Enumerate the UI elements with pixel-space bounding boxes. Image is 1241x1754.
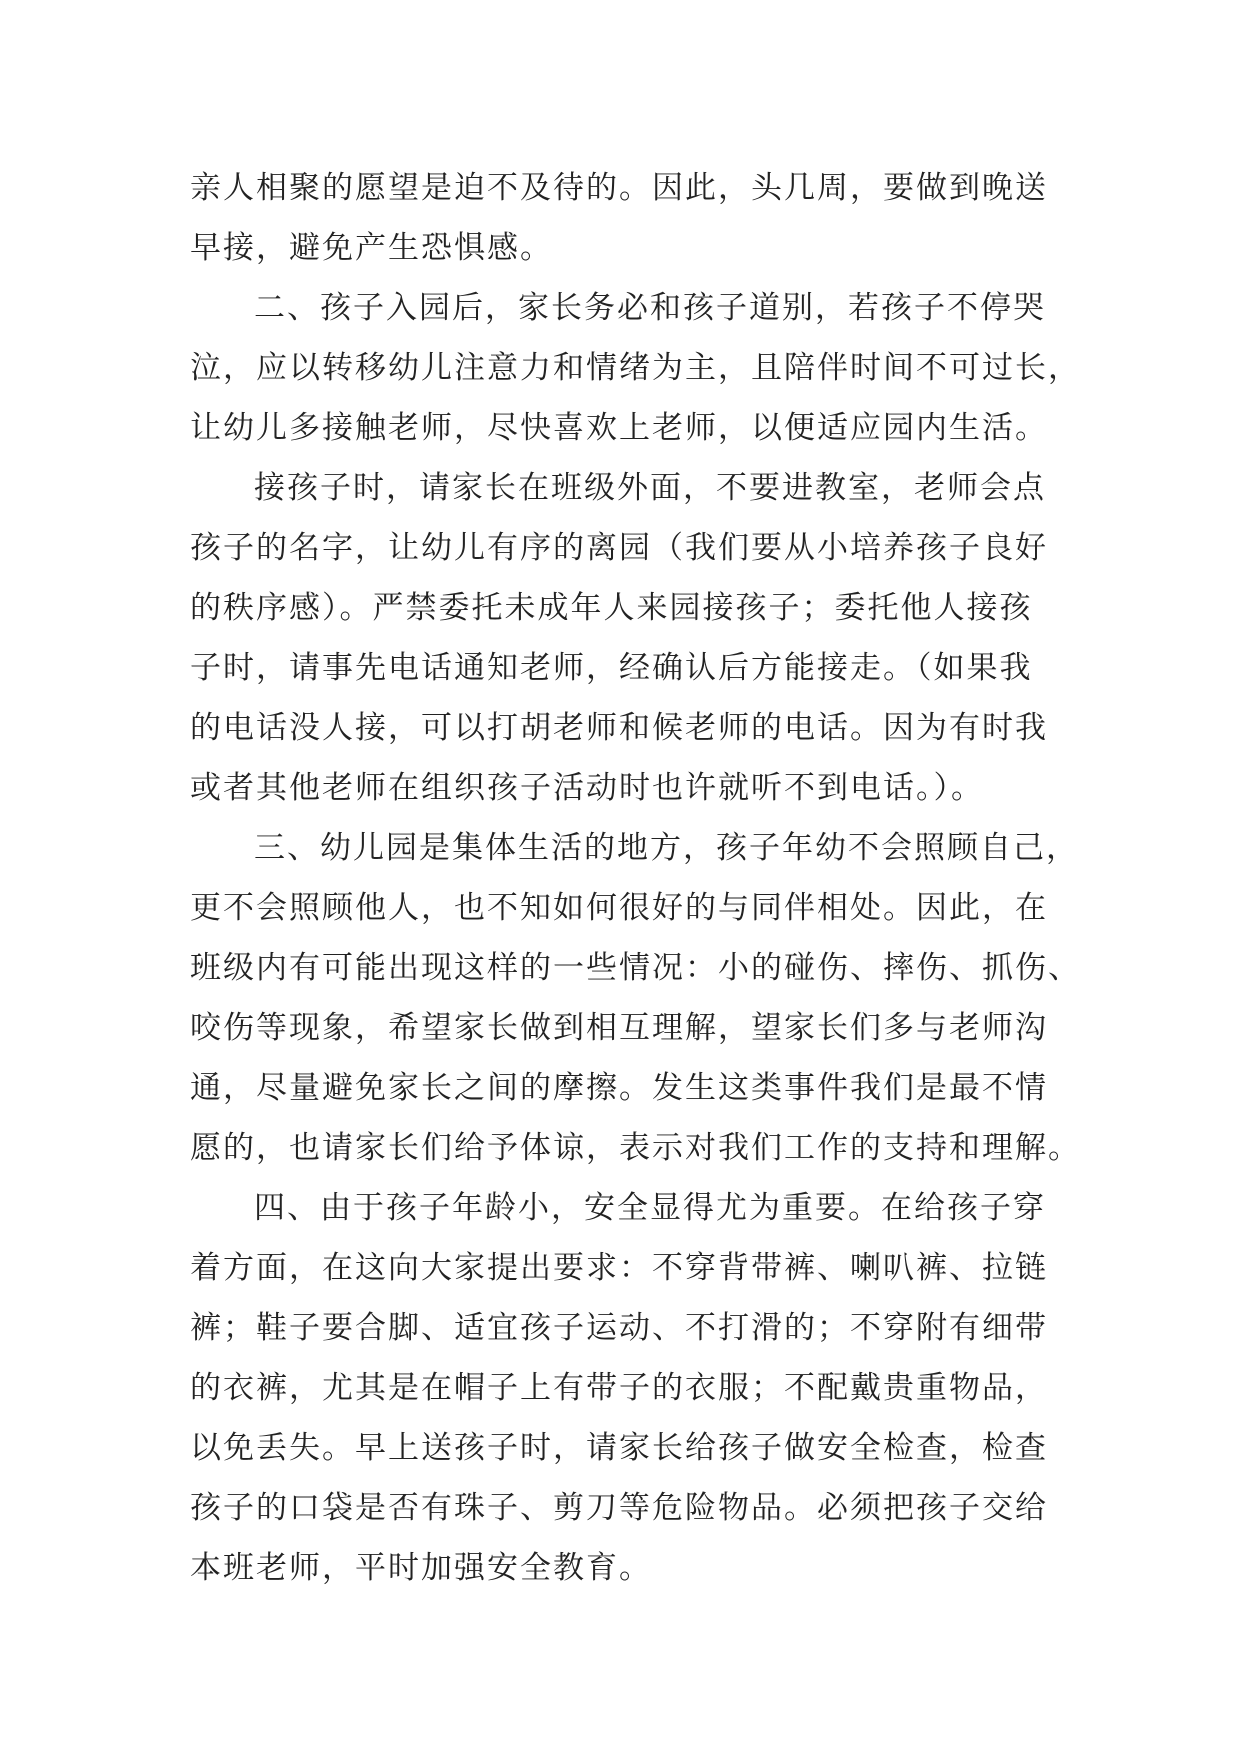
text-line: 的电话没人接，可以打胡老师和候老师的电话。因为有时我 [190, 710, 1048, 746]
text-line: 本班老师，平时加强安全教育。 [190, 1550, 652, 1586]
text-line: 咬伤等现象，希望家长做到相互理解，望家长们多与老师沟 [190, 1010, 1048, 1046]
text-line: 四、由于孩子年龄小，安全显得尤为重要。在给孩子穿 [254, 1190, 1046, 1226]
text-line: 子时，请事先电话通知老师，经确认后方能接走。（如果我 [190, 650, 1033, 686]
text-line: 班级内有可能出现这样的一些情况：小的碰伤、摔伤、抓伤、 [190, 950, 1081, 986]
text-line: 孩子的名字，让幼儿有序的离园（我们要从小培养孩子良好 [190, 530, 1048, 566]
text-line: 更不会照顾他人，也不知如何很好的与同伴相处。因此，在 [190, 890, 1048, 926]
text-line: 三、幼儿园是集体生活的地方，孩子年幼不会照顾自己， [254, 830, 1079, 866]
text-line: 的秩序感）。严禁委托未成年人来园接孩子；委托他人接孩 [190, 590, 1033, 626]
text-line: 通，尽量避免家长之间的摩擦。发生这类事件我们是最不情 [190, 1070, 1048, 1106]
text-line: 早接，避免产生恐惧感。 [190, 230, 553, 266]
text-line: 以免丢失。早上送孩子时，请家长给孩子做安全检查，检查 [190, 1430, 1048, 1466]
text-line: 着方面，在这向大家提出要求：不穿背带裤、喇叭裤、拉链 [190, 1250, 1048, 1286]
text-line: 孩子的口袋是否有珠子、剪刀等危险物品。必须把孩子交给 [190, 1490, 1048, 1526]
text-line: 让幼儿多接触老师，尽快喜欢上老师，以便适应园内生活。 [190, 410, 1048, 446]
text-line: 接孩子时，请家长在班级外面，不要进教室，老师会点 [254, 470, 1046, 506]
paragraph [190, 278, 1081, 458]
text-line: 裤；鞋子要合脚、适宜孩子运动、不打滑的；不穿附有细带 [190, 1310, 1048, 1346]
paragraph [190, 458, 1050, 818]
paragraph [190, 1178, 1050, 1598]
text-line: 亲人相聚的愿望是迫不及待的。因此，头几周，要做到晚送 [190, 170, 1048, 206]
document-body [190, 158, 1081, 1598]
paragraph [190, 818, 1081, 1178]
text-line: 或者其他老师在组织孩子活动时也许就听不到电话。）。 [190, 770, 984, 806]
text-line: 泣，应以转移幼儿注意力和情绪为主，且陪伴时间不可过长， [190, 350, 1081, 386]
text-line: 愿的，也请家长们给予体谅，表示对我们工作的支持和理解。 [190, 1130, 1081, 1166]
paragraph [190, 158, 1050, 278]
text-line: 二、孩子入园后，家长务必和孩子道别，若孩子不停哭 [254, 290, 1046, 326]
text-line: 的衣裤，尤其是在帽子上有带子的衣服；不配戴贵重物品， [190, 1370, 1048, 1406]
